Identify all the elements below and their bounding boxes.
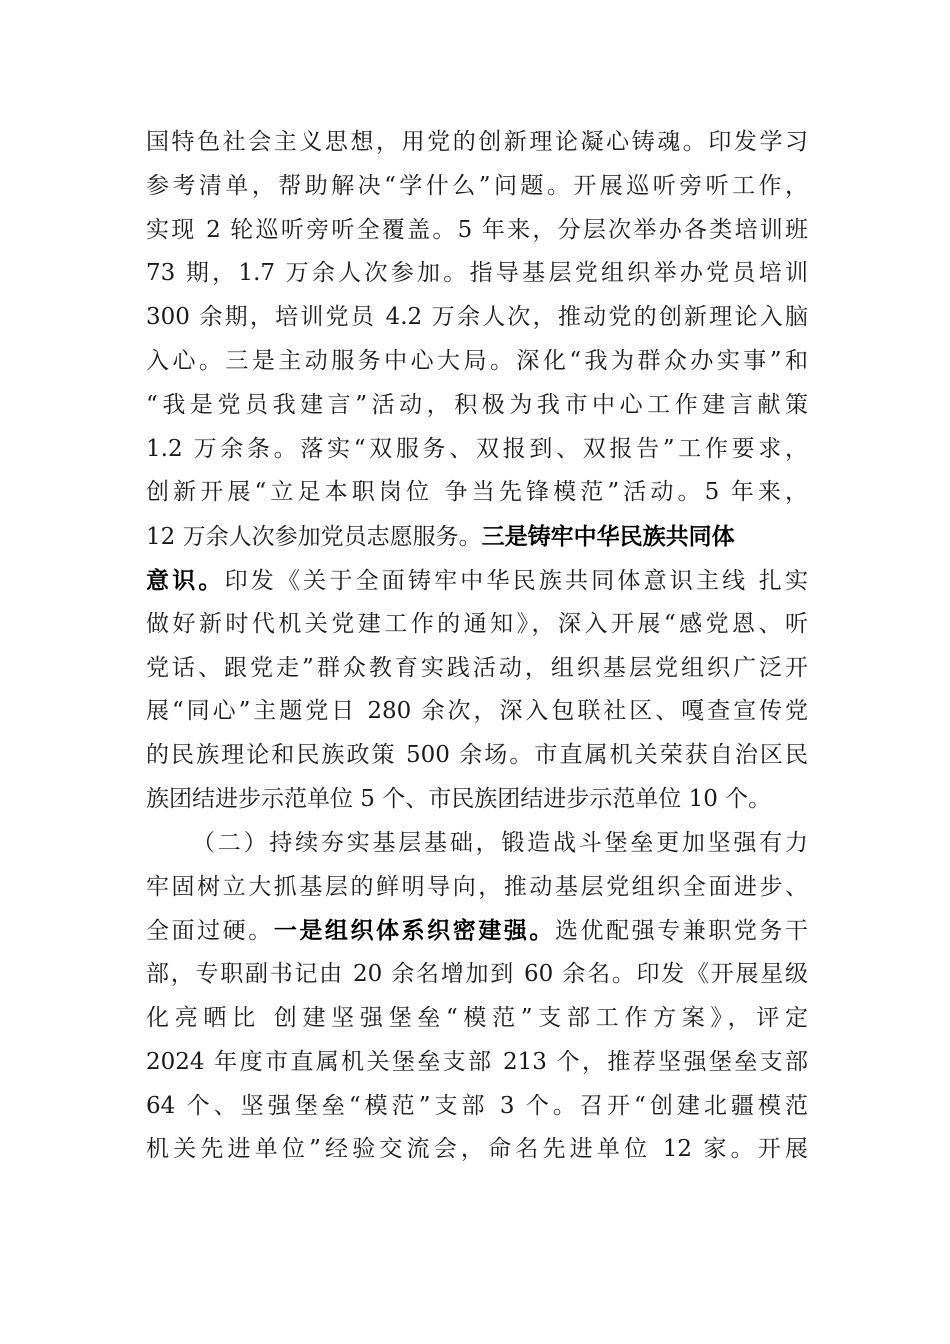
text-segment: 做好新时代机关党建工作的通知》，深入开展“感党恩、听 — [146, 610, 808, 637]
text-segment: 国特色社会主义思想，用党的创新理论凝心铸魂。印发学习 — [146, 129, 808, 155]
text-segment: 入心。三是主动服务中心大局。深化“我为群众办实事”和 — [146, 347, 808, 374]
text-line — [146, 471, 808, 515]
text-line — [146, 515, 808, 559]
text-segment: 化亮晒比 创建坚强堡垒“模范”支部工作方案》，评定 — [146, 1004, 808, 1031]
text-line — [146, 1085, 808, 1129]
text-line — [146, 778, 808, 822]
text-line — [146, 121, 808, 165]
text-segment: 创新开展“立足本职岗位 争当先锋模范”活动。5 年来， — [146, 479, 808, 506]
text-line — [146, 340, 808, 384]
text-line — [146, 997, 808, 1041]
text-line — [146, 1041, 808, 1085]
text-line — [146, 953, 808, 997]
text-line — [146, 734, 808, 778]
text-line — [146, 822, 808, 866]
text-segment: 2024 年度市直属机关堡垒支部 213 个，推荐坚强堡垒支部 — [146, 1048, 808, 1075]
body-text — [146, 121, 808, 1172]
text-line — [146, 1128, 808, 1172]
text-segment: 选优配强专兼职党务干 — [554, 918, 809, 945]
text-segment: 的民族理论和民族政策 500 余场。市直属机关荣获自治区民 — [146, 742, 808, 769]
text-line — [146, 252, 808, 296]
text-segment: 300 余期，培训党员 4.2 万余人次，推动党的创新理论入脑 — [146, 304, 808, 331]
bold-text-segment: 一是组织体系织密建强。 — [273, 917, 555, 945]
text-segment: （二）持续夯实基层基础，锻造战斗堡垒更加坚强有力 — [192, 829, 808, 856]
text-segment: 参考清单，帮助解决“学什么”问题。开展巡听旁听工作， — [146, 172, 808, 199]
text-segment: “我是党员我建言”活动，积极为我市中心工作建言献策 — [146, 391, 808, 418]
text-segment: 印发《关于全面铸牢中华民族共同体意识主线 扎实 — [224, 567, 808, 594]
text-line — [146, 647, 808, 691]
text-segment: 机关先进单位”经验交流会，命名先进单位 12 家。开展 — [146, 1136, 808, 1163]
text-line — [146, 428, 808, 472]
bold-text-segment: 三是铸牢中华民族共同体 — [481, 523, 735, 551]
text-segment: 牢固树立大抓基层的鲜明导向，推动基层党组织全面进步、 — [146, 873, 808, 900]
text-segment: 展“同心”主题党日 280 余次，深入包联社区、嘎查宣传党 — [146, 698, 808, 725]
text-line — [146, 559, 808, 603]
text-line — [146, 384, 808, 428]
text-segment: 全面过硬。 — [146, 918, 274, 945]
text-segment: 12 万余人次参加党员志愿服务。 — [146, 524, 482, 551]
text-line — [146, 866, 808, 910]
text-line — [146, 603, 808, 647]
text-segment: 73 期，1.7 万余人次参加。指导基层党组织举办党员培训 — [146, 260, 808, 287]
bold-text-segment: 意识。 — [146, 566, 225, 594]
text-line — [146, 165, 808, 209]
text-segment: 1.2 万余条。落实“双服务、双报到、双报告”工作要求， — [146, 435, 808, 462]
text-line — [146, 296, 808, 340]
text-line — [146, 209, 808, 253]
text-segment: 64 个、坚强堡垒“模范”支部 3 个。召开“创建北疆模范 — [146, 1092, 808, 1119]
text-segment: 族团结进步示范单位 5 个、市民族团结进步示范单位 10 个。 — [146, 785, 772, 812]
text-line — [146, 909, 808, 953]
text-segment: 实现 2 轮巡听旁听全覆盖。5 年来，分层次举办各类培训班 — [146, 216, 808, 243]
text-line — [146, 690, 808, 734]
text-segment: 党话、跟党走”群众教育实践活动，组织基层党组织广泛开 — [146, 654, 808, 681]
text-segment: 部，专职副书记由 20 余名增加到 60 余名。印发《开展星级 — [146, 961, 808, 988]
